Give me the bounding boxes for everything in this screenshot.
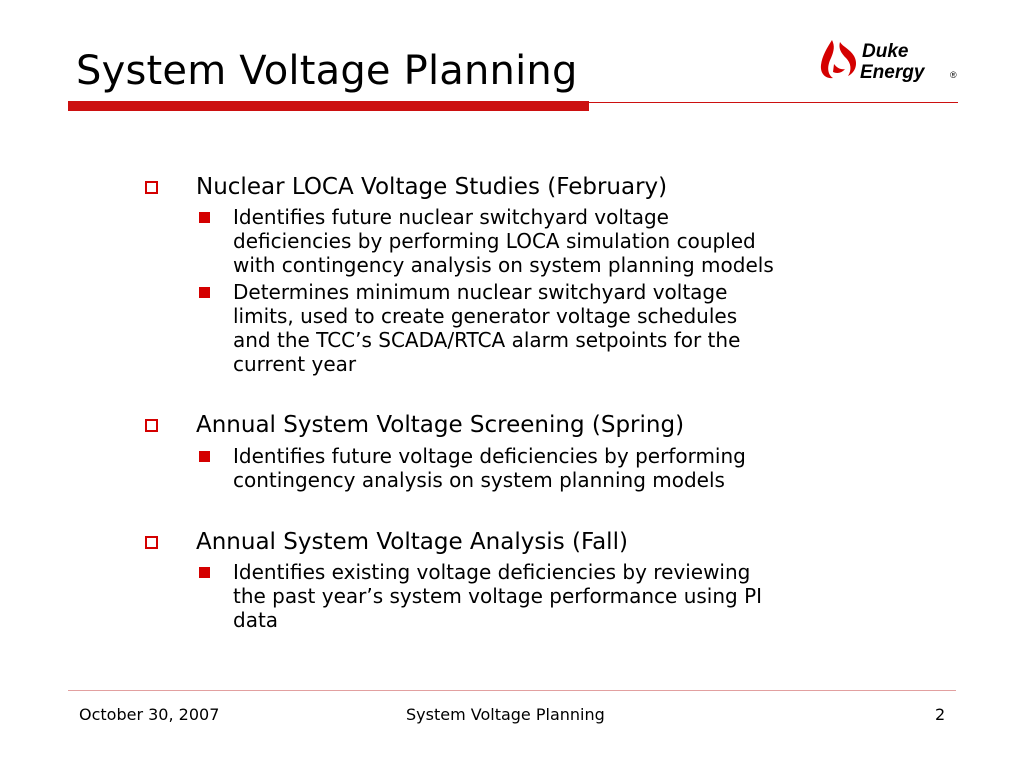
page-number: 2 (935, 705, 946, 724)
title-underline-thick (68, 101, 589, 111)
sub-bullet-text: Identifies existing voltage deficiencies by reviewing the past year’s system voltage performance using PI data (233, 560, 763, 632)
footer-date: October 30, 2007 (79, 705, 220, 724)
logo-line1: Duke (862, 41, 909, 62)
hollow-square-bullet-icon (145, 419, 158, 432)
sub-bullet-text: Determines minimum nuclear switchyard voltage limits, used to create generator voltage schedules and the TCC’s SCADA/RTCA alarm setpoints for the current year (233, 280, 741, 376)
filled-square-bullet-icon (199, 451, 210, 462)
bullet-text: Annual System Voltage Analysis (Fall) (196, 529, 628, 555)
slide-title: System Voltage Planning (76, 48, 578, 94)
filled-square-bullet-icon (199, 287, 210, 298)
hollow-square-bullet-icon (145, 536, 158, 549)
filled-square-bullet-icon (199, 212, 210, 223)
logo-registered-mark: ® (950, 70, 957, 80)
bullet-text: Annual System Voltage Screening (Spring) (196, 412, 685, 438)
duke-energy-logo-mark (818, 38, 966, 82)
hollow-square-bullet-icon (145, 181, 158, 194)
footer-divider (68, 690, 956, 691)
bullet-text: Nuclear LOCA Voltage Studies (February) (196, 174, 668, 200)
sub-bullet-text: Identifies future voltage deficiencies by performing contingency analysis on system planning models (233, 444, 746, 492)
duke-energy-logo (818, 38, 966, 82)
title-underline-thin (589, 102, 958, 103)
logo-line2: Energy (860, 62, 925, 82)
footer-title: System Voltage Planning (406, 705, 605, 724)
filled-square-bullet-icon (199, 567, 210, 578)
sub-bullet-text: Identifies future nuclear switchyard voltage deficiencies by performing LOCA simulation coupled with contingency analysis on system planning models (233, 205, 774, 277)
